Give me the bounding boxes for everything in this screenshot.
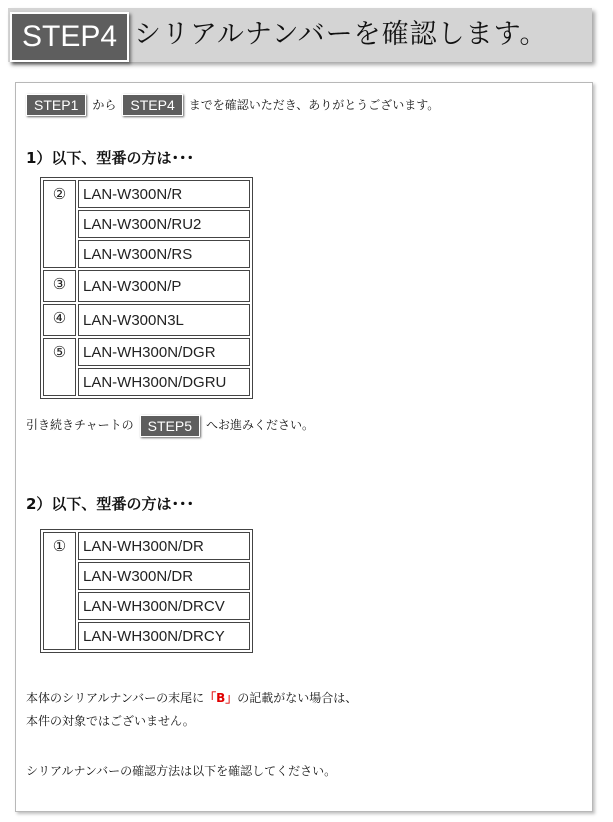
group-number: ② — [43, 180, 76, 268]
model-row — [43, 270, 250, 302]
section1-table-body — [43, 180, 250, 396]
section2-heading: 2）以下、型番の方は･･･ — [26, 495, 194, 513]
model-name: LAN-WH300N/DRCY — [78, 622, 250, 650]
section1-note — [26, 414, 314, 437]
section2-table-body — [43, 532, 250, 650]
model-row — [43, 304, 250, 336]
step-badge: STEP4 — [10, 12, 129, 62]
group-number: ④ — [43, 304, 76, 336]
model-name: LAN-W300N/RU2 — [78, 210, 250, 238]
section2-note3: シリアルナンバーの確認方法は以下を確認してください。 — [26, 764, 337, 778]
note1-before-text: 本体のシリアルナンバーの末尾に — [26, 691, 205, 705]
model-name: LAN-WH300N/DRCV — [78, 592, 250, 620]
page-title: シリアルナンバーを確認します。 — [134, 19, 548, 50]
content-panel — [15, 82, 593, 812]
section2-model-table — [40, 529, 253, 653]
model-row — [43, 338, 250, 366]
note-before-text: 引き続きチャートの — [26, 418, 134, 432]
model-row — [43, 532, 250, 560]
group-number: ③ — [43, 270, 76, 302]
model-name: LAN-W300N3L — [78, 304, 250, 336]
model-name: LAN-WH300N/DR — [78, 532, 250, 560]
note1-highlight: 「B」 — [204, 691, 238, 705]
model-row — [43, 180, 250, 208]
model-name: LAN-W300N/RS — [78, 240, 250, 268]
group-number: ① — [43, 532, 76, 650]
section1-heading: 1）以下、型番の方は･･･ — [26, 149, 194, 167]
note-after-text: へお進みください。 — [206, 418, 315, 432]
model-name: LAN-WH300N/DGR — [78, 338, 250, 366]
model-name: LAN-W300N/P — [78, 270, 250, 302]
intro-rest-text: までを確認いただき、ありがとうございます。 — [188, 97, 440, 112]
model-name: LAN-W300N/R — [78, 180, 250, 208]
step5-badge: STEP5 — [140, 415, 200, 437]
intro-line — [26, 93, 445, 116]
step-header — [8, 8, 592, 62]
model-name: LAN-WH300N/DGRU — [78, 368, 250, 396]
intro-from-text: から — [92, 97, 117, 112]
section2-note2: 本件の対象ではございません。 — [26, 714, 195, 728]
group-number: ⑤ — [43, 338, 76, 396]
note1-after-text: の記載がない場合は、 — [237, 691, 358, 705]
section1-model-table — [40, 177, 253, 399]
step1-badge: STEP1 — [26, 94, 86, 116]
model-name: LAN-W300N/DR — [78, 562, 250, 590]
step4-badge: STEP4 — [122, 94, 182, 116]
section2-note1 — [26, 687, 357, 709]
